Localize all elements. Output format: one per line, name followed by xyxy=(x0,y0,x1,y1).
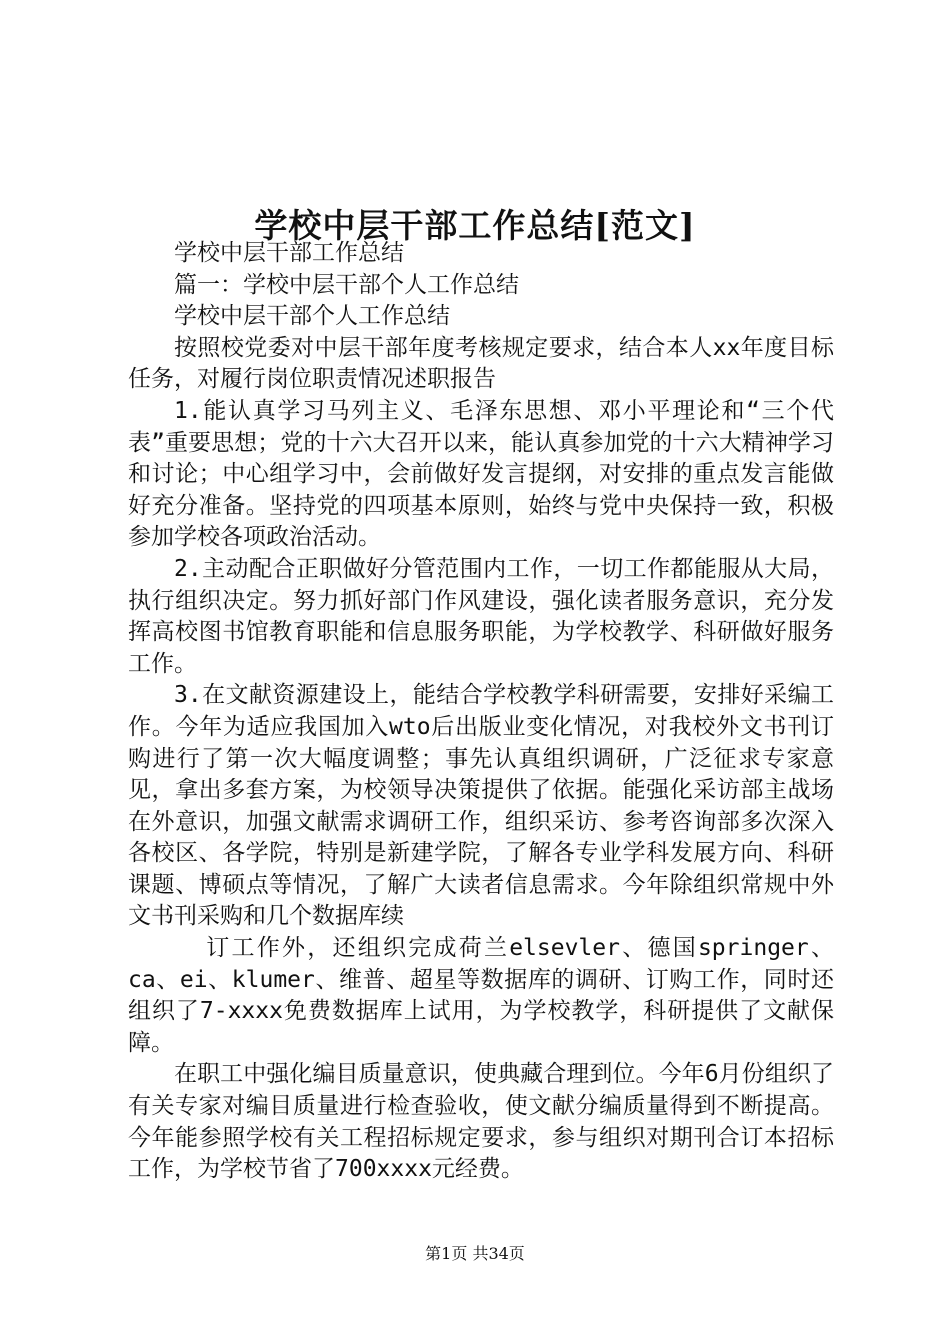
paragraph-subtitle: 学校中层干部个人工作总结 xyxy=(174,303,450,330)
document-body xyxy=(128,238,834,1186)
paragraph-part-one-title: 篇一：学校中层干部个人工作总结 xyxy=(174,271,519,298)
page-footer: 第1页 共34页 xyxy=(425,1244,525,1263)
paragraph-item-3-continued: 订工作外，还组织完成荷兰elsevler、德国springer、ca、ei、klumer、维普、超星等数据库的调研、订购工作，同时还组织了7-xxxx免费数据库上试用，为学校教学，科研提供了文献保障。 xyxy=(128,935,834,1056)
paragraph-cataloging: 在职工中强化编目质量意识，使典藏合理到位。今年6月份组织了有关专家对编目质量进行检查验收，使文献分编质量得到不断提高。今年能参照学校有关工程招标规定要求，参与组织对期刊合订本招标工作，为学校节省了700xxxx元经费。 xyxy=(128,1061,834,1183)
paragraph-heading: 学校中层干部工作总结 xyxy=(174,240,404,266)
document-title: 学校中层干部工作总结[范文] xyxy=(254,206,696,246)
paragraph-item-2: 2.主动配合正职做好分管范围内工作，一切工作都能服从大局，执行组织决定。努力抓好部门作风建设，强化读者服务意识，充分发挥高校图书馆教育职能和信息服务职能，为学校教学、科研做好服务工作。 xyxy=(128,555,834,677)
paragraph-item-3: 3.在文献资源建设上，能结合学校教学科研需要，安排好采编工作。今年为适应我国加入wto后出版业变化情况，对我校外文书刊订购进行了第一次大幅度调整；事先认真组织调研，广泛征求专家意见，拿出多套方案，为校领导决策提供了依据。能强化采访部主战场在外意识，加强文献需求调研工作，组织采访、参考咨询部多次深入各校区、各学院，特别是新建学院，了解各专业学科发展方向、科研课题、博硕点等情况，了解广大读者信息需求。今年除组织常规中外文书刊采购和几个数据库续 xyxy=(128,682,834,930)
paragraph-item-1: 1.能认真学习马列主义、毛泽东思想、邓小平理论和“三个代表”重要思想；党的十六大召开以来，能认真参加党的十六大精神学习和讨论；中心组学习中，会前做好发言提纲，对安排的重点发言能做好充分准备。坚持党的四项基本原则，始终与党中央保持一致，积极参加学校各项政治活动。 xyxy=(128,397,834,551)
paragraph-intro: 按照校党委对中层干部年度考核规定要求，结合本人xx年度目标任务，对履行岗位职责情况述职报告 xyxy=(128,334,834,393)
